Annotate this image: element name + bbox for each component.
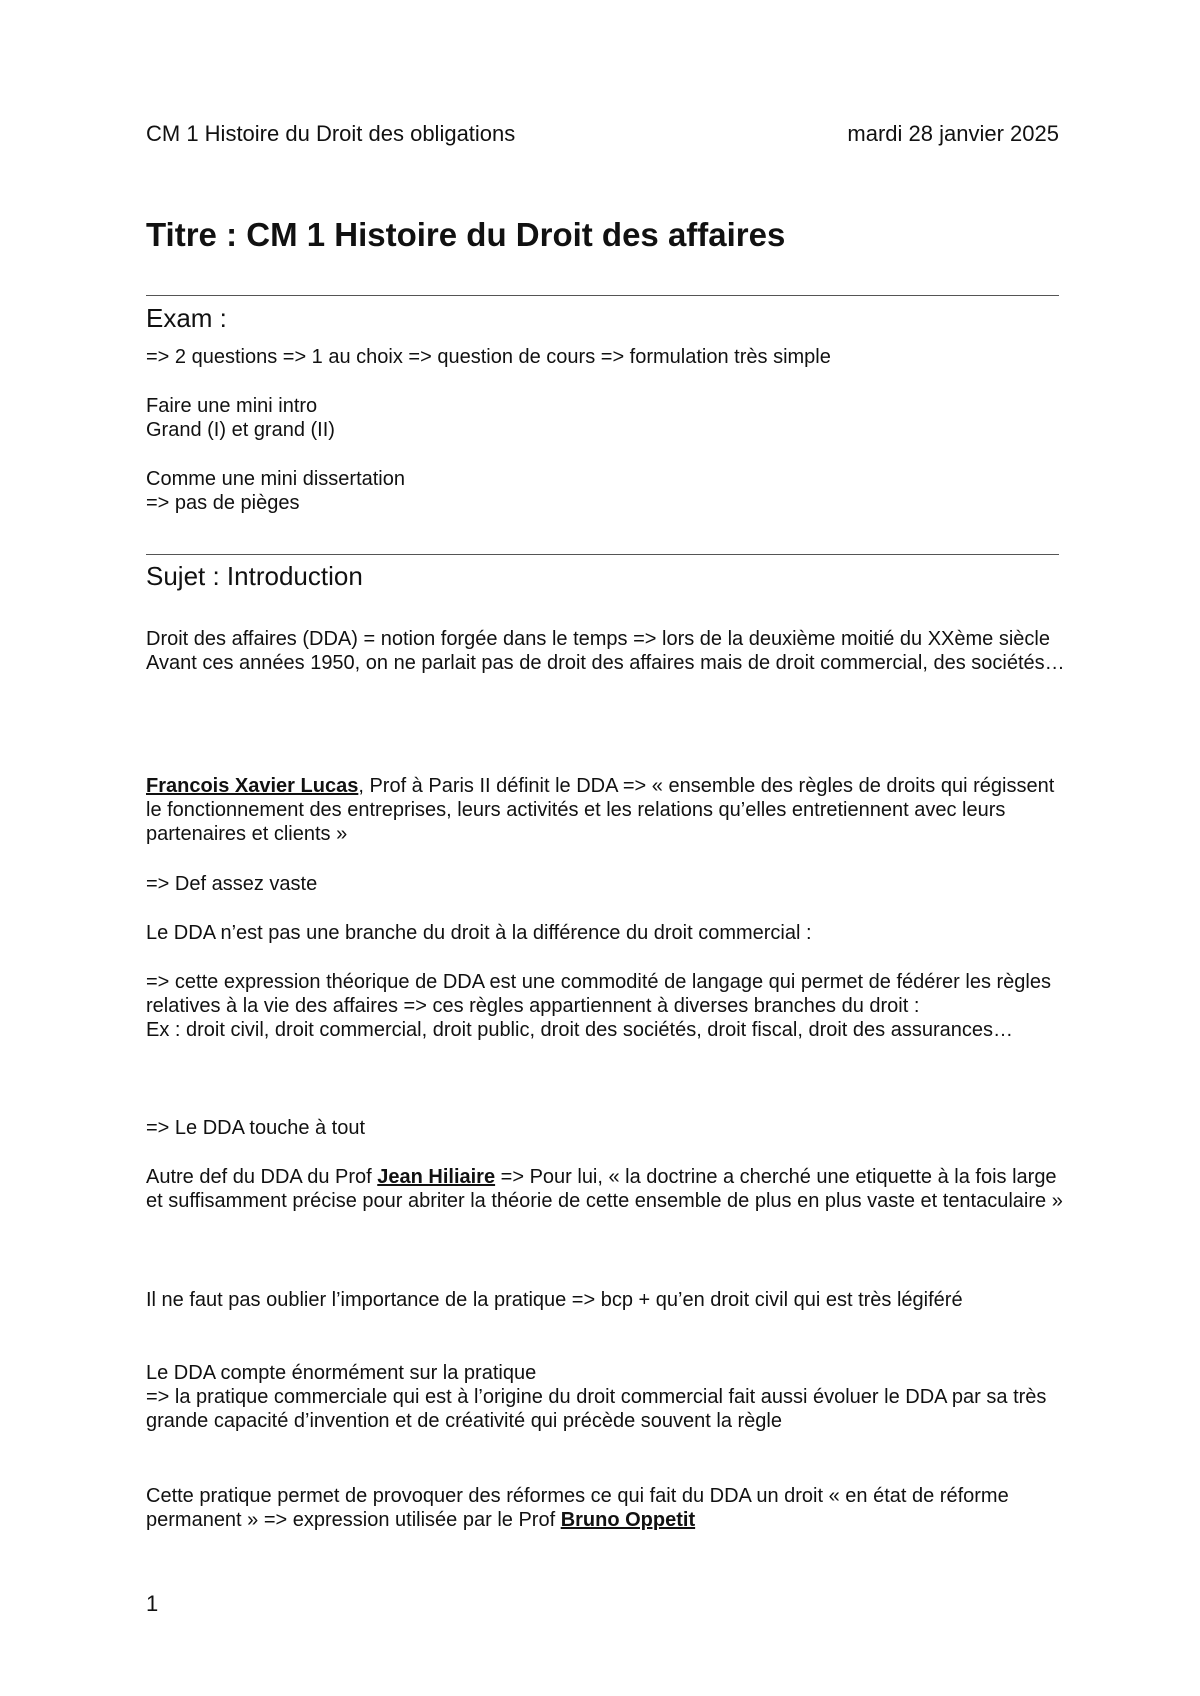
hiliaire-intro-text: Autre def du DDA du Prof (146, 1166, 378, 1188)
compte-text: Le DDA compte énormément sur la pratique (146, 1362, 537, 1384)
hiliaire-definition-paragraph (146, 1165, 1066, 1213)
commodite-text: => cette expression théorique de DDA est une commodité de langage qui permet de fédérer les règles relatives à la vie des affaires => ces règles appartiennent à diverses branches du droit : (146, 971, 1051, 1017)
hiliaire-quote-text: => Pour lui, « la doctrine a cherché une etiquette à la fois large et suffisamment précise pour abriter la théorie de cette ensemble de plus en plus vaste et tentaculaire » (146, 1166, 1063, 1212)
header-course-title: CM 1 Histoire du Droit des obligations (146, 121, 516, 146)
intro-line: Avant ces années 1950, on ne parlait pas de droit des affaires mais de droit commercial, des sociétés… (146, 652, 1065, 674)
page-number: 1 (146, 1591, 159, 1616)
intro-paragraph (146, 627, 1066, 675)
exam-line: Grand (I) et grand (II) (146, 419, 335, 441)
lucas-definition-text: , Prof à Paris II définit le DDA => « ensemble des règles de droits qui régissent le fonctionnement des entreprises, leurs activités et les relations qu’elles entretiennent avec leurs partenaires et clients » (146, 775, 1055, 845)
def-vaste-line: => Def assez vaste (146, 873, 318, 895)
intro-line: Droit des affaires (DDA) = notion forgée dans le temps => lors de la deuxième moitié du XXème siècle (146, 628, 1050, 650)
exam-text-block (146, 345, 1066, 369)
commerciale-text: => la pratique commerciale qui est à l’origine du droit commercial fait aussi évoluer le DDA par sa très grande capacité d’invention et de créativité qui précède souvent la règle (146, 1386, 1047, 1432)
exam-line: Comme une mini dissertation (146, 468, 405, 490)
page-header (146, 120, 1059, 148)
oppetit-intro-text: Cette pratique permet de provoquer des réformes ce qui fait du DDA un droit « en état de réforme permanent » => expression utilisée par le Prof (146, 1485, 1009, 1531)
author-name-hiliaire: Jean Hiliaire (377, 1166, 496, 1188)
hiliaire-definition (146, 1165, 1066, 1213)
oppetit-text (146, 1484, 1066, 1532)
header-date: mardi 28 janvier 2025 (847, 121, 1059, 146)
sujet-heading: Sujet : Introduction (146, 561, 363, 591)
commodite-paragraph (146, 970, 1066, 1042)
lucas-definition-paragraph (146, 774, 1066, 846)
compte-paragraph (146, 1361, 1066, 1433)
exemples-text: Ex : droit civil, droit commercial, droit public, droit des sociétés, droit fiscal, droit des assurances… (146, 1019, 1013, 1041)
lucas-definition (146, 774, 1066, 846)
text-paragraph (146, 1116, 1066, 1140)
exam-line: => 2 questions => 1 au choix => question de cours => formulation très simple (146, 346, 831, 368)
exam-text-block (146, 394, 1066, 442)
section-divider (146, 295, 1059, 296)
exam-text-block (146, 467, 1066, 515)
branche-line: Le DDA n’est pas une branche du droit à la différence du droit commercial : (146, 922, 812, 944)
oppetit-paragraph (146, 1484, 1066, 1532)
pratique-text: Il ne faut pas oublier l’importance de la pratique => bcp + qu’en droit civil qui est très légiféré (146, 1289, 963, 1311)
document-title: Titre : CM 1 Histoire du Droit des affaires (146, 216, 786, 253)
pratique-paragraph (146, 1288, 1066, 1312)
touche-line: => Le DDA touche à tout (146, 1117, 366, 1139)
author-name-lucas: Francois Xavier Lucas (146, 775, 359, 797)
exam-line: => pas de pièges (146, 492, 300, 514)
exam-heading: Exam : (146, 303, 227, 333)
text-paragraph (146, 921, 1066, 945)
author-name-oppetit: Bruno Oppetit (560, 1509, 696, 1531)
exam-line: Faire une mini intro (146, 395, 318, 417)
text-paragraph (146, 872, 1066, 896)
section-divider (146, 554, 1059, 555)
